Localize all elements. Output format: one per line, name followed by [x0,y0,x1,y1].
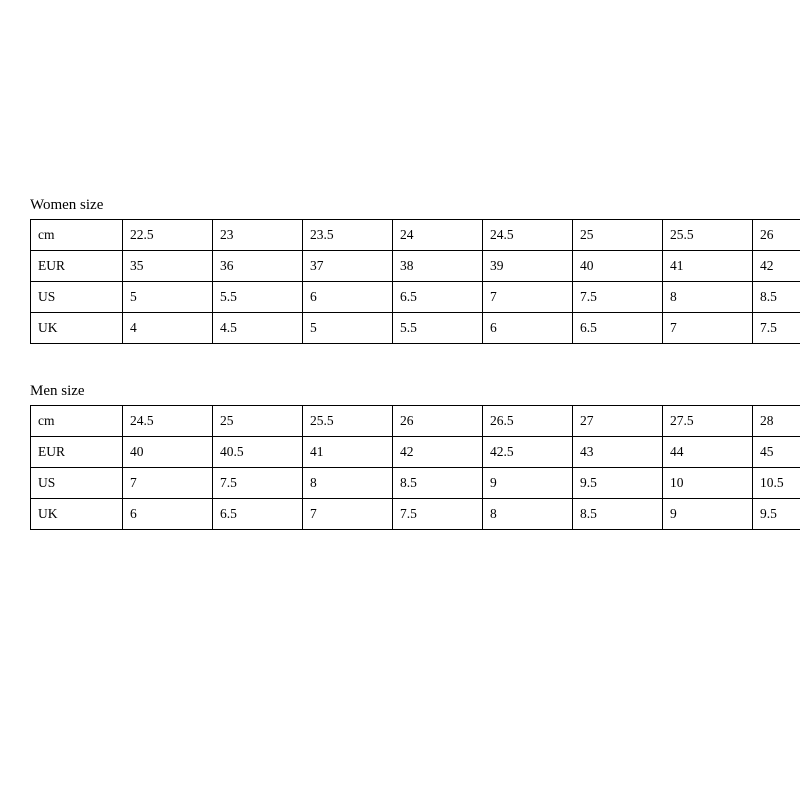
table-cell: 25.5 [303,406,393,437]
table-cell: 7.5 [573,282,663,313]
table-cell: 26 [393,406,483,437]
table-cell: 7 [483,282,573,313]
table-cell: 26.5 [483,406,573,437]
table-cell: 28 [753,406,800,437]
men-size-section [30,382,784,530]
women-size-table [30,219,800,344]
table-cell: 10.5 [753,468,800,499]
row-label: US [31,468,123,499]
table-cell: 7 [123,468,213,499]
row-label: US [31,282,123,313]
table-cell: 6 [123,499,213,530]
table-cell: 41 [663,251,753,282]
table-row [31,282,800,313]
table-cell: 8 [303,468,393,499]
table-row [31,313,800,344]
table-cell: 24 [393,220,483,251]
table-cell: 9 [663,499,753,530]
table-cell: 8 [483,499,573,530]
table-cell: 23 [213,220,303,251]
table-row [31,437,800,468]
table-cell: 25 [213,406,303,437]
table-row [31,499,800,530]
table-cell: 42 [393,437,483,468]
table-cell: 42.5 [483,437,573,468]
table-cell: 9.5 [753,499,800,530]
table-cell: 6.5 [213,499,303,530]
row-label: cm [31,406,123,437]
table-cell: 6 [303,282,393,313]
table-cell: 5 [123,282,213,313]
table-cell: 41 [303,437,393,468]
row-label: cm [31,220,123,251]
table-row [31,220,800,251]
table-cell: 38 [393,251,483,282]
table-cell: 22.5 [123,220,213,251]
table-cell: 7.5 [753,313,800,344]
table-cell: 45 [753,437,800,468]
table-cell: 24.5 [123,406,213,437]
women-size-title: Women size [30,197,104,213]
table-cell: 7 [663,313,753,344]
table-cell: 27.5 [663,406,753,437]
table-cell: 5 [303,313,393,344]
table-row [31,251,800,282]
table-cell: 8 [663,282,753,313]
table-cell: 6 [483,313,573,344]
table-cell: 36 [213,251,303,282]
table-cell: 8.5 [393,468,483,499]
table-cell: 7 [303,499,393,530]
table-cell: 6.5 [573,313,663,344]
table-cell: 24.5 [483,220,573,251]
table-cell: 27 [573,406,663,437]
table-cell: 9 [483,468,573,499]
table-cell: 6.5 [393,282,483,313]
table-cell: 40 [123,437,213,468]
table-cell: 40 [573,251,663,282]
table-cell: 25 [573,220,663,251]
table-cell: 39 [483,251,573,282]
table-cell: 10 [663,468,753,499]
table-cell: 4 [123,313,213,344]
row-label: EUR [31,437,123,468]
table-cell: 7.5 [393,499,483,530]
table-cell: 40.5 [213,437,303,468]
table-cell: 5.5 [393,313,483,344]
table-cell: 8.5 [753,282,800,313]
women-size-section [30,196,777,344]
table-row [31,468,800,499]
table-cell: 37 [303,251,393,282]
table-cell: 8.5 [573,499,663,530]
men-size-table [30,405,800,530]
table-cell: 25.5 [663,220,753,251]
table-row [31,406,800,437]
table-cell: 42 [753,251,800,282]
table-cell: 35 [123,251,213,282]
table-cell: 4.5 [213,313,303,344]
table-cell: 9.5 [573,468,663,499]
row-label: EUR [31,251,123,282]
table-cell: 43 [573,437,663,468]
row-label: UK [31,313,123,344]
table-cell: 23.5 [303,220,393,251]
table-cell: 5.5 [213,282,303,313]
table-cell: 26 [753,220,800,251]
table-cell: 7.5 [213,468,303,499]
table-cell: 44 [663,437,753,468]
men-size-title: Men size [30,383,85,399]
row-label: UK [31,499,123,530]
